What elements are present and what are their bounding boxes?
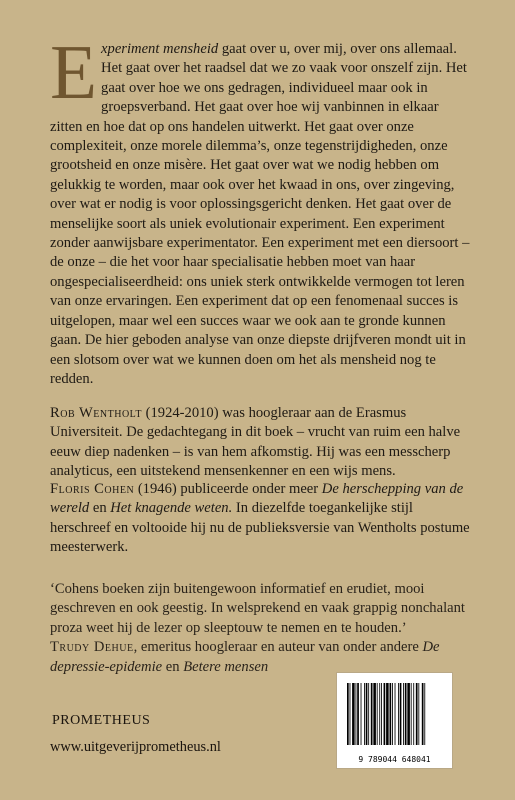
barcode-bar	[418, 683, 419, 745]
author-name-wentholt: Rob Wentholt	[50, 405, 142, 421]
review-quote	[50, 580, 470, 677]
barcode-bar	[405, 683, 407, 745]
barcode-bar	[381, 683, 382, 745]
quote-book1: De depressie-epidemie	[50, 639, 440, 675]
publisher-logo: PROMETHEUS	[52, 713, 151, 728]
barcode-bar	[366, 683, 368, 745]
intro-lead-title: xperiment mensheid	[101, 41, 219, 57]
bio-cohen-text2: en	[89, 500, 111, 517]
barcode-bar	[386, 683, 389, 745]
barcode-bar	[400, 683, 402, 745]
barcode-bar	[361, 683, 362, 745]
bio-cohen	[50, 480, 470, 558]
quote-author-role: , emeritus hoogleraar en auteur van onder andere	[133, 639, 423, 656]
barcode-bar	[357, 683, 359, 745]
barcode-bar	[347, 683, 349, 745]
book-title-knagende-weten: Het knagende weten.	[110, 500, 233, 517]
bio-wentholt	[50, 404, 470, 482]
barcode-bar	[416, 683, 418, 745]
barcode-bar	[356, 683, 357, 745]
barcode-bar	[377, 683, 378, 745]
publisher-website: www.uitgeverijprometheus.nl	[50, 739, 221, 755]
isbn-barcode	[336, 672, 453, 769]
quote-book2: Betere mensen	[183, 658, 269, 675]
barcode-bar	[392, 683, 393, 745]
bio-cohen-text1: (1946) publiceerde onder meer	[134, 481, 322, 497]
barcode-bar	[398, 683, 399, 745]
drop-cap: E	[50, 29, 98, 115]
barcode-bar	[390, 683, 392, 745]
barcode-bar	[407, 683, 410, 745]
barcode-bar	[350, 683, 351, 745]
barcode-bar	[422, 683, 424, 745]
barcode-bar	[368, 683, 369, 745]
barcode-bar	[424, 683, 425, 745]
book-title-herschepping: De herschepping van de wereld	[50, 481, 464, 517]
intro-paragraph	[50, 29, 470, 389]
barcode-bar	[379, 683, 380, 745]
barcode-bar	[413, 683, 414, 745]
quote-and: en	[162, 658, 184, 675]
barcode-bar	[395, 683, 396, 745]
barcode-bar	[384, 683, 386, 745]
barcode-icon	[345, 683, 444, 749]
quote-author: Trudy Dehue	[50, 639, 134, 656]
bio-wentholt-text: (1924-2010) was hoogleraar aan de Erasmus Universiteit. De gedachtegang in dit boek – vrucht van ruim een halve eeuw diep nadenken – is van hem afkomstig. Hij was een messcherp analyticus, een uitstekend mensenkenner en een wijs mens.	[50, 405, 461, 480]
author-name-cohen: Floris Cohen	[50, 481, 135, 497]
barcode-bar	[411, 683, 412, 745]
isbn-digits: 9 789044 648041	[358, 755, 431, 764]
barcode-bar	[403, 683, 404, 745]
barcode-bar	[373, 683, 376, 745]
intro-body: gaat over u, over mij, over ons allemaal. Het gaat over het raadsel dat we zo vaak voor onszelf zijn. Het gaat over hoe we ons gedragen, individueel maar ook in groepsverband. Het gaat over hoe wij vanbinnen in elkaar zitten en hoe dat op ons handelen uitwerkt. Het gaat over onze complexiteit, onze morele dilemma’s, onze tegenstrijdigheden, onze grootsheid en onze misère. Het gaat over wat we nodig hebben om gelukkig te worden, maar ook over het kwaad in ons, over zingeving, over wat er nodig is voor oplossingsgericht denken. Het gaat over de menselijke soort als uniek evolutionair experiment. Een experiment zonder aanwijsbare experimentator. Een experiment met een diersoort – de onze – die het voor haar specialisatie hebben moet van haar ongespecialiseerdheid: ons uniek sterk ontwikkelde vermogen tot leren van onze ervaringen. Een experiment dat op een fenomenaal succes is uitgelopen, maar wel een succes waar we ook aan te gronde kunnen gaan. De hier geboden analyse van onze diepste drijfveren mondt uit in een slotsom over wat we kunnen doen om het als mensheid nog te redden.	[50, 41, 470, 387]
bio-cohen-text3: In diezelfde toegankelijke stijl herschreef en voltooide hij nu de publieksversie van Wentholts postume meesterwerk.	[50, 500, 470, 556]
barcode-bar	[352, 683, 355, 745]
barcode-bar	[371, 683, 373, 745]
barcode-bar	[364, 683, 365, 745]
quote-text: ‘Cohens boeken zijn buitengewoon informatief en erudiet, mooi geschreven en ook geestig. In welsprekend en vaak grappig nonchalant proza weet hij de lezer op sleeptouw te nemen en te houden.’	[50, 581, 465, 636]
